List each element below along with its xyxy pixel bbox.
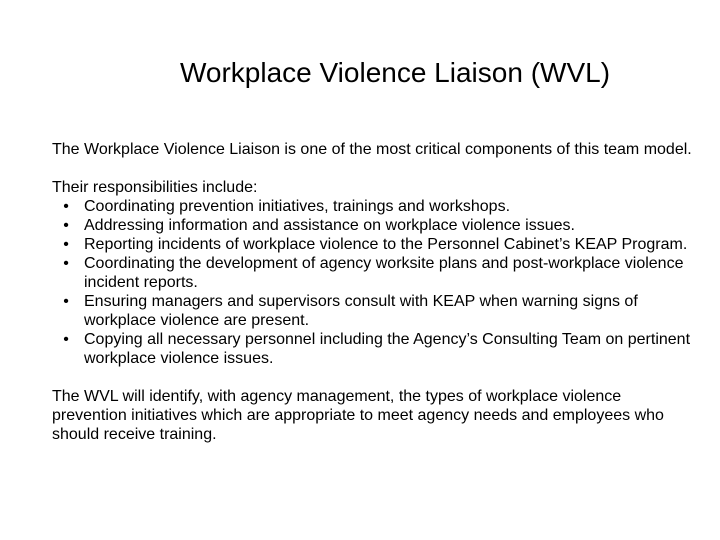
- spacer: [52, 368, 692, 387]
- bullet-icon: •: [63, 255, 69, 272]
- list-item-text: Reporting incidents of workplace violence to the Personnel Cabinet’s KEAP Program.: [84, 236, 688, 253]
- list-item-text: Coordinating prevention initiatives, trainings and workshops.: [84, 198, 511, 215]
- spacer: [52, 159, 692, 178]
- list-item: [52, 235, 692, 254]
- list-item: [52, 330, 692, 368]
- responsibilities-list: [52, 197, 692, 368]
- list-item: [52, 216, 692, 235]
- list-item: [52, 197, 692, 216]
- list-item-text: Ensuring managers and supervisors consult with KEAP when warning signs of workplace violence are present.: [84, 293, 638, 329]
- bullet-icon: •: [63, 293, 69, 310]
- bullet-icon: •: [63, 198, 69, 215]
- list-item: [52, 292, 692, 330]
- list-item-text: Copying all necessary personnel including the Agency’s Consulting Team on pertinent workplace violence issues.: [84, 331, 691, 367]
- list-item: [52, 254, 692, 292]
- slide-body: [52, 140, 692, 444]
- list-item-text: Addressing information and assistance on workplace violence issues.: [84, 217, 575, 234]
- bullet-icon: •: [63, 236, 69, 253]
- closing-paragraph: The WVL will identify, with agency management, the types of workplace violence prevention initiatives which are appropriate to meet agency needs and employees who should receive training.: [52, 388, 664, 443]
- list-item-text: Coordinating the development of agency worksite plans and post-workplace violence incident reports.: [84, 255, 684, 291]
- bullet-icon: •: [63, 217, 69, 234]
- responsibilities-heading: Their responsibilities include:: [52, 179, 258, 196]
- slide-title: Workplace Violence Liaison (WVL): [179, 57, 611, 88]
- intro-paragraph: The Workplace Violence Liaison is one of the most critical components of this team model.: [52, 141, 692, 158]
- bullet-icon: •: [63, 331, 69, 348]
